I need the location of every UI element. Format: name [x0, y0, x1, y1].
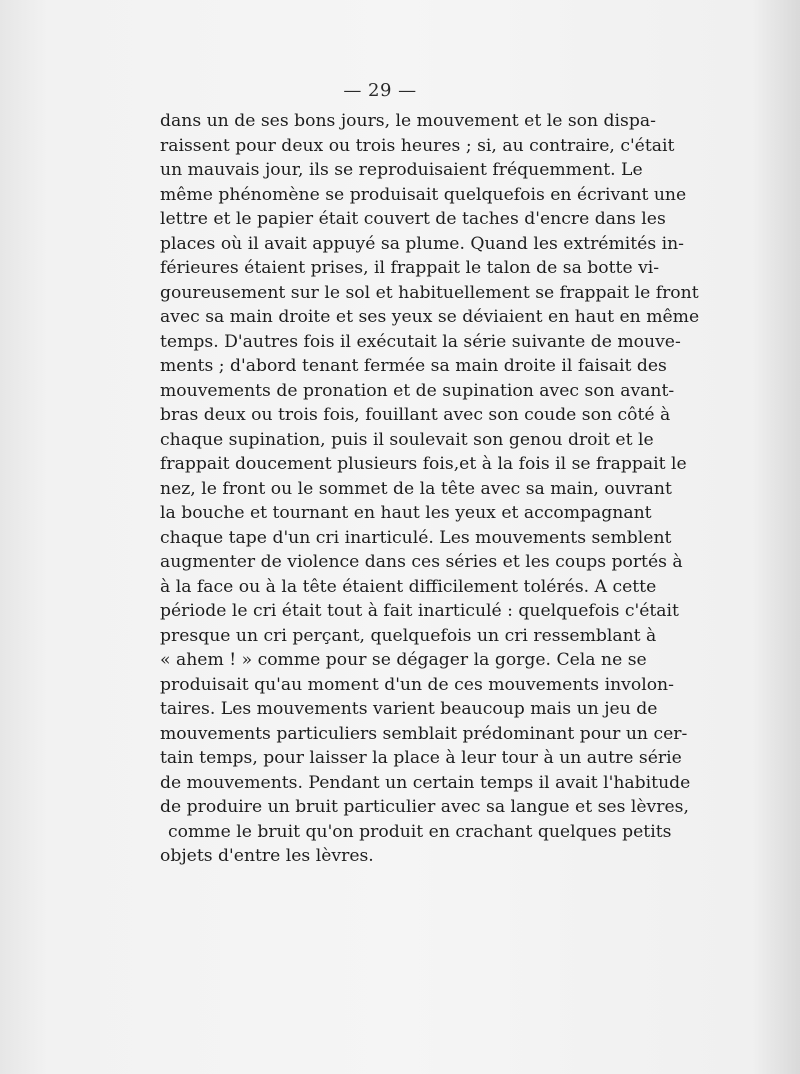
text-line: places où il avait appuyé sa plume. Quand les extrémités in-: [160, 233, 684, 254]
text-line: chaque tape d'un cri inarticulé. Les mouvements semblent: [160, 527, 672, 548]
text-line: période le cri était tout à fait inarticulé : quelquefois c'était: [160, 601, 679, 621]
text-line: augmenter de violence dans ces séries et les coups portés à: [160, 552, 683, 572]
text-line: de produire un bruit particulier avec sa langue et ses lèvres,: [160, 797, 689, 817]
text-line: chaque supination, puis il soulevait son genou droit et le: [160, 429, 654, 450]
text-line: mouvements particuliers semblait prédominant pour un cer-: [160, 723, 688, 744]
body-text: [160, 109, 700, 869]
page-number: — 29 —: [343, 80, 417, 101]
text-line: raissent pour deux ou trois heures ; si, au contraire, c'était: [160, 135, 675, 156]
text-line: un mauvais jour, ils se reproduisaient fréquemment. Le: [160, 160, 643, 180]
text-line: lettre et le papier était couvert de taches d'encre dans les: [160, 209, 666, 229]
text-line: nez, le front ou le sommet de la tête avec sa main, ouvrant: [160, 478, 672, 499]
text-line: « ahem ! » comme pour se dégager la gorge. Cela ne se: [160, 650, 647, 670]
text-line: avec sa main droite et ses yeux se déviaient en haut en même: [160, 307, 700, 327]
text-line: temps. D'autres fois il exécutait la série suivante de mouve-: [160, 331, 681, 352]
text-line: taires. Les mouvements varient beaucoup mais un jeu de: [160, 699, 658, 719]
text-line: dans un de ses bons jours, le mouvement et le son dispa-: [160, 111, 656, 131]
text-line: mouvements de pronation et de supination avec son avant-: [160, 380, 675, 401]
text-line: férieures étaient prises, il frappait le talon de sa botte vi-: [160, 258, 660, 278]
text-line: frappait doucement plusieurs fois,et à la fois il se frappait le: [160, 454, 687, 474]
text-line: goureusement sur le sol et habituellement se frappait le front: [160, 282, 699, 303]
text-line: tain temps, pour laisser la place à leur tour à un autre série: [160, 748, 682, 768]
text-line: à la face ou à la tête étaient difficilement tolérés. A cette: [160, 576, 657, 597]
text-line: produisait qu'au moment d'un de ces mouvements involon-: [160, 674, 674, 695]
text-line-last: objets d'entre les lèvres.: [160, 846, 374, 866]
text-line: comme le bruit qu'on produit en crachant quelques petits: [168, 821, 672, 842]
text-line: même phénomène se produisait quelquefois en écrivant une: [160, 184, 687, 205]
text-line: de mouvements. Pendant un certain temps il avait l'habitude: [160, 772, 691, 793]
text-line: bras deux ou trois fois, fouillant avec son coude son côté à: [160, 405, 671, 425]
text-line: ments ; d'abord tenant fermée sa main droite il faisait des: [160, 356, 667, 376]
text-line: la bouche et tournant en haut les yeux et accompagnant: [160, 503, 652, 523]
text-line: presque un cri perçant, quelquefois un cri ressemblant à: [160, 625, 657, 646]
